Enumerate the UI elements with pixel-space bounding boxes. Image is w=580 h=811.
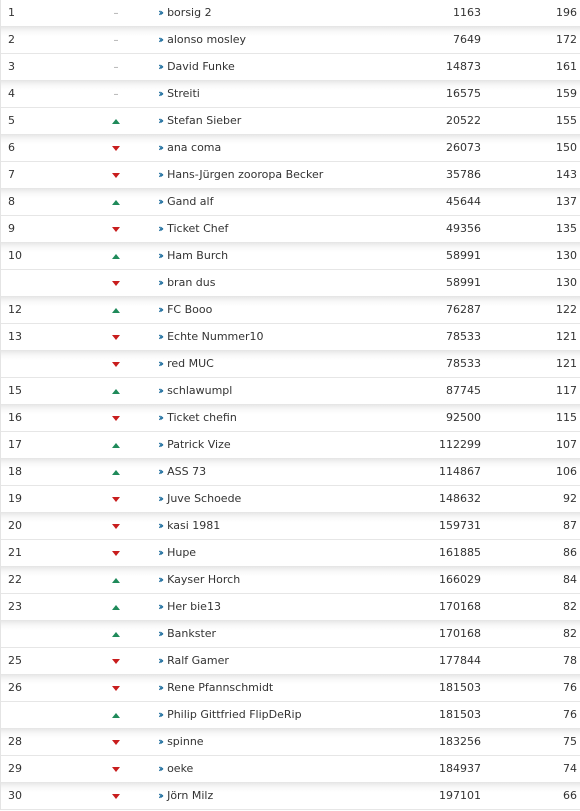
table-row bbox=[1, 162, 580, 189]
rank-cell: 28 bbox=[8, 735, 22, 748]
trend-down-icon bbox=[109, 135, 123, 161]
rank-cell: 25 bbox=[8, 654, 22, 667]
points-cell: 122 bbox=[556, 303, 577, 316]
player-link[interactable] bbox=[158, 432, 418, 458]
table-row bbox=[1, 702, 580, 729]
double-chevron-right-icon: ›› bbox=[158, 438, 162, 451]
table-row bbox=[1, 594, 580, 621]
double-chevron-right-icon: ›› bbox=[158, 465, 162, 478]
points-cell: 143 bbox=[556, 168, 577, 181]
player-name[interactable]: Hupe bbox=[167, 546, 197, 559]
table-row bbox=[1, 729, 580, 756]
player-link[interactable] bbox=[158, 27, 418, 53]
overall-rank-cell: 197101 bbox=[439, 789, 481, 802]
points-cell: 82 bbox=[563, 627, 577, 640]
table-row bbox=[1, 459, 580, 486]
player-link[interactable] bbox=[158, 675, 418, 701]
points-cell: 84 bbox=[563, 573, 577, 586]
overall-rank-cell: 148632 bbox=[439, 492, 481, 505]
rank-cell: 4 bbox=[8, 87, 15, 100]
double-chevron-right-icon: ›› bbox=[158, 195, 162, 208]
overall-rank-cell: 7649 bbox=[453, 33, 481, 46]
rank-cell: 22 bbox=[8, 573, 22, 586]
player-link[interactable] bbox=[158, 459, 418, 485]
trend-down-icon bbox=[109, 648, 123, 674]
player-name[interactable]: Her bie13 bbox=[167, 600, 221, 613]
overall-rank-cell: 161885 bbox=[439, 546, 481, 559]
trend-up-icon bbox=[109, 459, 123, 485]
rank-cell: 20 bbox=[8, 519, 22, 532]
double-chevron-right-icon: ›› bbox=[158, 249, 162, 262]
table-row bbox=[1, 378, 580, 405]
double-chevron-right-icon: ›› bbox=[158, 222, 162, 235]
points-cell: 172 bbox=[556, 33, 577, 46]
trend-same-icon: – bbox=[113, 89, 119, 100]
rank-cell bbox=[8, 270, 48, 296]
table-row bbox=[1, 351, 580, 378]
table-row bbox=[1, 297, 580, 324]
overall-rank-cell: 35786 bbox=[446, 168, 481, 181]
points-cell: 121 bbox=[556, 330, 577, 343]
trend-down-icon bbox=[109, 540, 123, 566]
player-link[interactable] bbox=[158, 513, 418, 539]
player-link[interactable] bbox=[158, 405, 418, 431]
player-link[interactable] bbox=[158, 567, 418, 593]
player-name[interactable]: bran dus bbox=[167, 276, 216, 289]
overall-rank-cell: 16575 bbox=[446, 87, 481, 100]
trend-down-icon bbox=[109, 351, 123, 377]
overall-rank-cell: 177844 bbox=[439, 654, 481, 667]
rank-cell: 16 bbox=[8, 411, 22, 424]
double-chevron-right-icon: ›› bbox=[158, 141, 162, 154]
player-link[interactable] bbox=[158, 324, 418, 350]
rank-cell bbox=[8, 702, 48, 728]
overall-rank-cell: 58991 bbox=[446, 249, 481, 262]
points-cell: 155 bbox=[556, 114, 577, 127]
player-link[interactable] bbox=[158, 108, 418, 134]
trend-up-icon bbox=[109, 702, 123, 728]
double-chevron-right-icon: ›› bbox=[158, 654, 162, 667]
rank-cell: 10 bbox=[8, 249, 22, 262]
player-link[interactable] bbox=[158, 0, 418, 26]
double-chevron-right-icon: ›› bbox=[158, 411, 162, 424]
double-chevron-right-icon: ›› bbox=[158, 681, 162, 694]
table-row bbox=[1, 189, 580, 216]
player-name[interactable]: Juve Schoede bbox=[167, 492, 242, 505]
points-cell: 82 bbox=[563, 600, 577, 613]
overall-rank-cell: 170168 bbox=[439, 600, 481, 613]
rank-cell: 6 bbox=[8, 141, 15, 154]
points-cell: 150 bbox=[556, 141, 577, 154]
rank-cell: 19 bbox=[8, 492, 22, 505]
trend-up-icon bbox=[109, 297, 123, 323]
points-cell: 78 bbox=[563, 654, 577, 667]
trend-up-icon bbox=[109, 189, 123, 215]
overall-rank-cell: 181503 bbox=[439, 681, 481, 694]
table-row bbox=[1, 216, 580, 243]
overall-rank-cell: 26073 bbox=[446, 141, 481, 154]
double-chevron-right-icon: ›› bbox=[158, 762, 162, 775]
player-link[interactable] bbox=[158, 783, 418, 809]
rank-cell: 1 bbox=[8, 6, 15, 19]
trend-up-icon bbox=[109, 594, 123, 620]
player-link[interactable] bbox=[158, 351, 418, 377]
points-cell: 92 bbox=[563, 492, 577, 505]
trend-down-icon bbox=[109, 324, 123, 350]
trend-down-icon bbox=[109, 729, 123, 755]
player-link[interactable] bbox=[158, 54, 418, 80]
player-name[interactable]: Philip Gittfried FlipDeRip bbox=[167, 708, 302, 721]
trend-down-icon bbox=[109, 756, 123, 782]
player-name[interactable]: spinne bbox=[167, 735, 204, 748]
trend-same-icon: – bbox=[113, 62, 119, 73]
double-chevron-right-icon: ›› bbox=[158, 735, 162, 748]
table-row bbox=[1, 783, 580, 810]
overall-rank-cell: 1163 bbox=[453, 6, 481, 19]
table-row bbox=[1, 324, 580, 351]
rank-cell: 21 bbox=[8, 546, 22, 559]
points-cell: 117 bbox=[556, 384, 577, 397]
rank-cell: 2 bbox=[8, 33, 15, 46]
trend-up-icon bbox=[109, 243, 123, 269]
trend-down-icon bbox=[109, 783, 123, 809]
rank-cell: 3 bbox=[8, 60, 15, 73]
player-name[interactable]: borsig 2 bbox=[167, 6, 212, 19]
double-chevron-right-icon: ›› bbox=[158, 600, 162, 613]
overall-rank-cell: 78533 bbox=[446, 330, 481, 343]
overall-rank-cell: 87745 bbox=[446, 384, 481, 397]
points-cell: 86 bbox=[563, 546, 577, 559]
trend-up-icon bbox=[109, 378, 123, 404]
player-name[interactable]: Patrick Vize bbox=[167, 438, 231, 451]
overall-rank-cell: 58991 bbox=[446, 276, 481, 289]
player-link[interactable] bbox=[158, 162, 418, 188]
overall-rank-cell: 92500 bbox=[446, 411, 481, 424]
table-row bbox=[1, 648, 580, 675]
rank-cell bbox=[8, 621, 48, 647]
points-cell: 130 bbox=[556, 276, 577, 289]
overall-rank-cell: 76287 bbox=[446, 303, 481, 316]
trend-down-icon bbox=[109, 216, 123, 242]
double-chevron-right-icon: ›› bbox=[158, 546, 162, 559]
player-link[interactable] bbox=[158, 216, 418, 242]
trend-down-icon bbox=[109, 405, 123, 431]
player-name[interactable]: Kayser Horch bbox=[167, 573, 241, 586]
player-name[interactable]: David Funke bbox=[167, 60, 235, 73]
trend-same-icon: – bbox=[113, 35, 119, 46]
points-cell: 196 bbox=[556, 6, 577, 19]
player-name[interactable]: Jörn Milz bbox=[167, 789, 214, 802]
double-chevron-right-icon: ›› bbox=[158, 303, 162, 316]
trend-up-icon bbox=[109, 567, 123, 593]
table-row bbox=[1, 486, 580, 513]
trend-up-icon bbox=[109, 432, 123, 458]
double-chevron-right-icon: ›› bbox=[158, 519, 162, 532]
rank-cell: 29 bbox=[8, 762, 22, 775]
table-row bbox=[1, 405, 580, 432]
player-name[interactable]: Bankster bbox=[167, 627, 217, 640]
points-cell: 76 bbox=[563, 708, 577, 721]
double-chevron-right-icon: ›› bbox=[158, 168, 162, 181]
points-cell: 159 bbox=[556, 87, 577, 100]
player-link[interactable] bbox=[158, 729, 418, 755]
double-chevron-right-icon: ›› bbox=[158, 87, 162, 100]
player-link[interactable] bbox=[158, 189, 418, 215]
overall-rank-cell: 170168 bbox=[439, 627, 481, 640]
rank-cell: 18 bbox=[8, 465, 22, 478]
points-cell: 137 bbox=[556, 195, 577, 208]
points-cell: 87 bbox=[563, 519, 577, 532]
player-link[interactable] bbox=[158, 486, 418, 512]
table-row bbox=[1, 675, 580, 702]
overall-rank-cell: 14873 bbox=[446, 60, 481, 73]
player-link[interactable] bbox=[158, 243, 418, 269]
trend-up-icon bbox=[109, 621, 123, 647]
rank-cell: 9 bbox=[8, 222, 15, 235]
rank-cell: 8 bbox=[8, 195, 15, 208]
trend-down-icon bbox=[109, 162, 123, 188]
overall-rank-cell: 114867 bbox=[439, 465, 481, 478]
player-link[interactable] bbox=[158, 378, 418, 404]
table-row bbox=[1, 135, 580, 162]
player-link[interactable] bbox=[158, 594, 418, 620]
points-cell: 106 bbox=[556, 465, 577, 478]
rank-cell: 17 bbox=[8, 438, 22, 451]
double-chevron-right-icon: ›› bbox=[158, 357, 162, 370]
player-link[interactable] bbox=[158, 81, 418, 107]
overall-rank-cell: 78533 bbox=[446, 357, 481, 370]
player-name[interactable]: Ticket Chef bbox=[167, 222, 229, 235]
table-row bbox=[1, 513, 580, 540]
trend-down-icon bbox=[109, 675, 123, 701]
overall-rank-cell: 159731 bbox=[439, 519, 481, 532]
player-link[interactable] bbox=[158, 621, 418, 647]
player-name[interactable]: Streiti bbox=[167, 87, 200, 100]
double-chevron-right-icon: ›› bbox=[158, 330, 162, 343]
double-chevron-right-icon: ›› bbox=[158, 6, 162, 19]
rank-cell: 23 bbox=[8, 600, 22, 613]
double-chevron-right-icon: ›› bbox=[158, 276, 162, 289]
player-name[interactable]: Ralf Gamer bbox=[167, 654, 229, 667]
table-row bbox=[1, 27, 580, 54]
overall-rank-cell: 45644 bbox=[446, 195, 481, 208]
player-name[interactable]: Echte Nummer10 bbox=[167, 330, 264, 343]
rank-cell: 13 bbox=[8, 330, 22, 343]
player-link[interactable] bbox=[158, 135, 418, 161]
player-link[interactable] bbox=[158, 648, 418, 674]
table-row bbox=[1, 567, 580, 594]
rank-cell: 26 bbox=[8, 681, 22, 694]
overall-rank-cell: 166029 bbox=[439, 573, 481, 586]
points-cell: 121 bbox=[556, 357, 577, 370]
points-cell: 74 bbox=[563, 762, 577, 775]
player-link[interactable] bbox=[158, 270, 418, 296]
trend-up-icon bbox=[109, 108, 123, 134]
player-name[interactable]: Hans-Jürgen zooropa Becker bbox=[167, 168, 324, 181]
table-row bbox=[1, 540, 580, 567]
player-name[interactable]: schlawumpl bbox=[167, 384, 233, 397]
player-link[interactable] bbox=[158, 297, 418, 323]
table-row bbox=[1, 621, 580, 648]
overall-rank-cell: 49356 bbox=[446, 222, 481, 235]
overall-rank-cell: 20522 bbox=[446, 114, 481, 127]
double-chevron-right-icon: ›› bbox=[158, 60, 162, 73]
player-name[interactable]: kasi 1981 bbox=[167, 519, 221, 532]
overall-rank-cell: 112299 bbox=[439, 438, 481, 451]
overall-rank-cell: 184937 bbox=[439, 762, 481, 775]
player-name[interactable]: FC Booo bbox=[167, 303, 213, 316]
rank-cell bbox=[8, 351, 48, 377]
rank-cell: 15 bbox=[8, 384, 22, 397]
trend-same-icon: – bbox=[113, 8, 119, 19]
double-chevron-right-icon: ›› bbox=[158, 492, 162, 505]
rank-cell: 7 bbox=[8, 168, 15, 181]
table-row bbox=[1, 432, 580, 459]
trend-down-icon bbox=[109, 486, 123, 512]
double-chevron-right-icon: ›› bbox=[158, 114, 162, 127]
overall-rank-cell: 181503 bbox=[439, 708, 481, 721]
double-chevron-right-icon: ›› bbox=[158, 627, 162, 640]
table-row bbox=[1, 0, 580, 27]
table-row bbox=[1, 54, 580, 81]
player-name[interactable]: alonso mosley bbox=[167, 33, 247, 46]
player-name[interactable]: Ham Burch bbox=[167, 249, 229, 262]
points-cell: 76 bbox=[563, 681, 577, 694]
points-cell: 130 bbox=[556, 249, 577, 262]
table-row bbox=[1, 243, 580, 270]
rank-cell: 12 bbox=[8, 303, 22, 316]
overall-rank-cell: 183256 bbox=[439, 735, 481, 748]
rank-cell: 5 bbox=[8, 114, 15, 127]
points-cell: 115 bbox=[556, 411, 577, 424]
player-link[interactable] bbox=[158, 756, 418, 782]
player-link[interactable] bbox=[158, 540, 418, 566]
points-cell: 107 bbox=[556, 438, 577, 451]
player-link[interactable] bbox=[158, 702, 418, 728]
double-chevron-right-icon: ›› bbox=[158, 708, 162, 721]
table-row bbox=[1, 270, 580, 297]
trend-down-icon bbox=[109, 513, 123, 539]
player-name[interactable]: Rene Pfannschmidt bbox=[167, 681, 274, 694]
points-cell: 66 bbox=[563, 789, 577, 802]
player-name[interactable]: oeke bbox=[167, 762, 194, 775]
double-chevron-right-icon: ›› bbox=[158, 384, 162, 397]
rank-cell: 30 bbox=[8, 789, 22, 802]
player-name[interactable]: ASS 73 bbox=[167, 465, 207, 478]
trend-down-icon bbox=[109, 270, 123, 296]
points-cell: 135 bbox=[556, 222, 577, 235]
table-row bbox=[1, 81, 580, 108]
player-name[interactable]: red MUC bbox=[167, 357, 214, 370]
player-name[interactable]: Ticket chefin bbox=[167, 411, 237, 424]
player-name[interactable]: ana coma bbox=[167, 141, 222, 154]
points-cell: 75 bbox=[563, 735, 577, 748]
double-chevron-right-icon: ›› bbox=[158, 789, 162, 802]
points-cell: 161 bbox=[556, 60, 577, 73]
table-row bbox=[1, 756, 580, 783]
table-row bbox=[1, 108, 580, 135]
player-name[interactable]: Gand alf bbox=[167, 195, 214, 208]
player-name[interactable]: Stefan Sieber bbox=[167, 114, 242, 127]
double-chevron-right-icon: ›› bbox=[158, 573, 162, 586]
double-chevron-right-icon: ›› bbox=[158, 33, 162, 46]
